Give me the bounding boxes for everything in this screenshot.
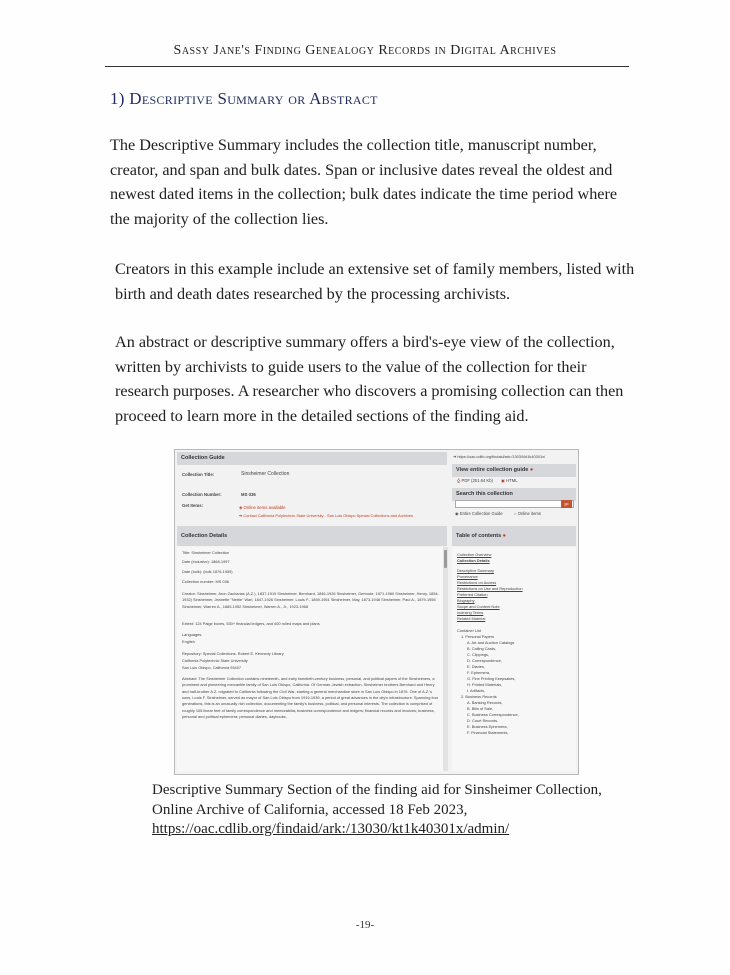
radio-empty-icon: ○ <box>514 511 517 516</box>
toc-item[interactable]: A. Art and Auction Catalogs <box>467 640 515 645</box>
body-paragraph-1: The Descriptive Summary includes the collection title, manuscript number, creator, and span and bulk dates. Span or inclusive dates reveal the oldest and newest dated items in the collection; bulk dates indicate the time period where the majority of the collection lies. <box>110 136 618 229</box>
toc-item[interactable]: I. Artifacts, <box>467 688 486 693</box>
contact-icon: ➥ <box>239 513 243 518</box>
html-icon: ▣ <box>501 478 505 483</box>
caption-text: Descriptive Summary Section of the finding aid for Sinsheimer Collection, Online Archive of California, accessed 18 Feb 2023, <box>152 782 602 818</box>
toc-item[interactable]: E. Business Ephemera, <box>467 724 508 729</box>
toc-item[interactable]: Descriptive Summary <box>457 568 494 573</box>
toc-item[interactable]: B. Calling Cards, <box>467 646 497 651</box>
detail-creator: Creator: Sinsheimer, Aron Zacharias (A.Z.), 1837-1919 Sinsheimer, Bernhard, 1846-1926 Sinsheimer, Gertrude, 1871-1960 Sinsheimer, Henry, 1854-1932) Sinsheimer, Jeanette "Nettie" Wari, 1847-1926 Sinsheimer, Louis F., 1869-1951 Sinsheimer, May, 1873-1948 Sinsheimer, Paul A., 1879-1956 Sinsheimer, Warren A., 1885-1952 Sinsheimer, Warren A., Jr., 1923-1968 <box>182 591 439 609</box>
caption-url[interactable]: https://oac.cdlib.org/findaid/ark:/13030/kt1k40301x/admin/ <box>152 821 510 837</box>
toc-item[interactable]: Collection Details <box>457 558 490 563</box>
toc-item[interactable]: B. Bills of Sale, <box>467 706 494 711</box>
detail-languages-label: Languages: <box>182 632 203 637</box>
pdf-icon: ⎙ <box>457 478 461 483</box>
body-paragraph-3: An abstract or descriptive summary offers a bird's-eye view of the collection, written by archivists to guide users to the value of the collection for their research purposes. A researcher who discovers a promising collection can then proceed to learn more in the detailed sections of the finding aid. <box>115 333 624 426</box>
header-rule <box>105 66 629 67</box>
toc-item[interactable]: F. Ephemera, <box>467 670 491 675</box>
detail-languages-value: English <box>182 639 195 644</box>
page-number: -19- <box>355 919 375 931</box>
title-value: Sinsheimer Collection <box>241 471 290 477</box>
details-scrollbar[interactable] <box>443 547 448 771</box>
toc-item[interactable]: Container List <box>457 628 482 633</box>
search-header: Search this collection <box>452 488 576 501</box>
search-input[interactable] <box>455 500 574 508</box>
toc-item[interactable]: Provenance <box>457 574 478 579</box>
toc-item[interactable]: C. Clippings, <box>467 652 490 657</box>
link-icon: ➔ <box>453 454 457 459</box>
view-guide-header[interactable]: View entire collection guide ● <box>452 464 576 477</box>
toc-item[interactable]: H. Printed Materials, <box>467 682 503 687</box>
toc-item[interactable]: Preferred Citation <box>457 592 488 597</box>
details-header: Collection Details <box>177 526 447 546</box>
toc-item[interactable]: Restrictions on Use and Reproduction <box>457 586 523 591</box>
detail-repository-line2: California Polytechnic State University <box>182 658 248 663</box>
toc-panel <box>452 547 576 771</box>
figure-caption <box>152 781 612 840</box>
running-header: Sassy Jane's Finding Genealogy Records in Digital Archives <box>173 43 557 58</box>
toc-item[interactable]: Restrictions on Access <box>457 580 497 585</box>
toc-item[interactable]: Collection Overview <box>457 552 492 557</box>
toc-item[interactable]: D. Court Records, <box>467 718 499 723</box>
radio-online[interactable]: ○ Online items <box>514 511 541 516</box>
get-items-label: Get Items: <box>182 503 204 508</box>
toc-item[interactable]: F. Financial Statements, <box>467 730 509 735</box>
pdf-link[interactable]: ⎙ PDF (251.64 Kb) <box>457 478 493 483</box>
toc-item[interactable]: Scope and Content Note <box>457 604 500 609</box>
detail-abstract: Abstract: The Sinsheimer Collection contains nineteenth- and early twentieth-century business, personal, and political papers of the Sinsheimers, a prominent and pioneering mercantile family of San Luis Obispo, California. Of German-Jewish extraction, Sinsheimer brothers Bernhard and Henry and half-brother A.Z. migrated to California following the Civil War, starting a general merchandise store in San Luis Obispo in 1876. One of A.Z.'s sons, Louis F. Sinsheimer, served as mayor of San Luis Obispo from 1919-1939, a period of great advances in the city's infrastructure. Spanning four generations, this is an unusually rich collection, documenting the family's business, political, and personal interests. The collection is comprised of roughly 105 linear feet of family correspondence and memorabilia; business correspondence and ledgers; financial records and invoices; business, personal and political ephemera; personal diaries, daybooks, <box>182 676 439 720</box>
toc-item[interactable]: 2. Business Records <box>461 694 497 699</box>
detail-date-inclusive: Date (inclusive): 1868-1997 <box>182 559 230 564</box>
permalink[interactable]: ➔ https://oac.cdlib.org/findaid/ark:/13030/kt1k40301x/ <box>453 454 546 459</box>
online-items-icon: ◈ <box>239 505 243 510</box>
online-items-link[interactable]: ◈ Online items available <box>239 505 286 510</box>
toc-item[interactable]: E. Diaries, <box>467 664 485 669</box>
radio-checked-icon: ◉ <box>455 511 459 516</box>
body-paragraph-2: Creators in this example include an extensive set of family members, listed with birth and death dates researched by the processing archivists. <box>115 260 635 303</box>
detail-extent: Extent: 124 Paige boxes, 530+ financial ledgers, and 400 rolled maps and plans <box>182 621 320 626</box>
detail-date-bulk: Date (bulk): (bulk 1876-1959) <box>182 569 233 574</box>
title-label: Collection Title: <box>182 472 215 477</box>
toc-item[interactable]: C. Business Correspondence, <box>467 712 519 717</box>
toc-item[interactable]: 1. Personal Papers <box>461 634 495 639</box>
toc-item[interactable]: A. Banking Records, <box>467 700 503 705</box>
finding-aid-screenshot <box>174 449 579 775</box>
details-scroll-thumb[interactable] <box>444 550 447 568</box>
contact-link[interactable]: ➥ Contact California Polytechnic State University - San Luis Obispo Special Collections and Archives <box>239 513 413 518</box>
section-heading: 1) Descriptive Summary or Abstract <box>110 89 378 108</box>
toc-item[interactable]: Indexing Terms <box>457 610 484 615</box>
detail-collection-number: Collection number: MS 036 <box>182 579 229 584</box>
number-value: MS 036 <box>241 492 256 497</box>
number-label: Collection Number: <box>182 492 222 497</box>
detail-repository: Repository: Special Collections. Robert E. Kennedy Library <box>182 651 284 656</box>
collection-guide-header: Collection Guide <box>177 452 447 465</box>
toc-item[interactable]: Biography <box>457 598 475 603</box>
detail-title: Title: Sinsheimer Collection <box>182 550 229 555</box>
toc-item[interactable]: D. Correspondence, <box>467 658 502 663</box>
detail-repository-line3: San Luis Obispo, California 93407 <box>182 665 242 670</box>
toc-header: Table of contents ● <box>452 526 576 546</box>
info-icon: ● <box>529 467 534 473</box>
toc-info-icon: ● <box>502 533 506 539</box>
radio-entire[interactable]: ◉ Entire Collection Guide <box>455 511 503 516</box>
toc-item[interactable]: G. Fine Printing Keepsakes, <box>467 676 516 681</box>
details-panel <box>177 547 447 771</box>
html-link[interactable]: ▣ HTML <box>501 478 518 483</box>
search-go-button[interactable]: go <box>561 500 572 508</box>
toc-item[interactable]: Related Material <box>457 616 486 621</box>
